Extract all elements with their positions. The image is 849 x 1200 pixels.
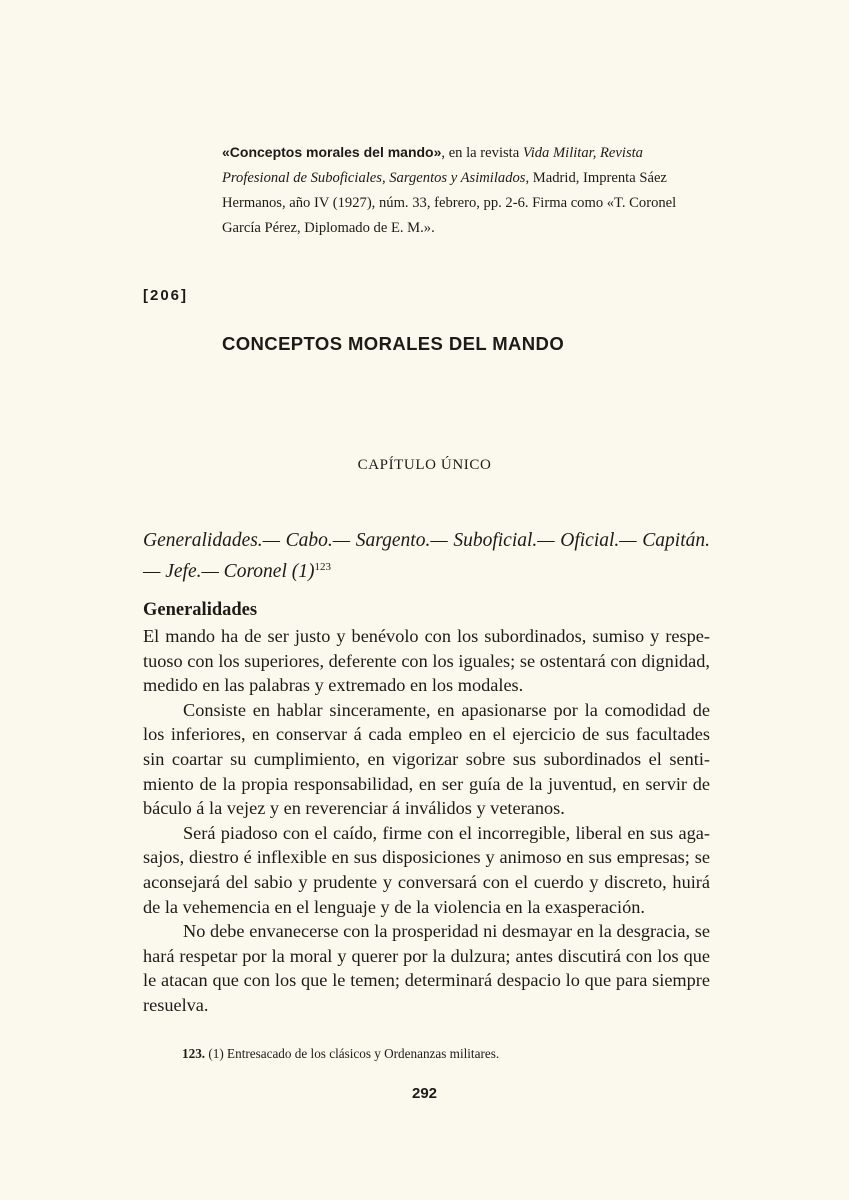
source-journal-name: Vida Militar, Revista Profesional de Suboficiales, Sargentos y Asimilados (222, 145, 643, 186)
footnote-text: (1) Entresacado de los clásicos y Ordenanzas militares. (205, 1046, 500, 1061)
source-text-2: , Madrid, Imprenta Sáez Hermanos, año IV (1927), núm. 33, febrero, pp. 2-6. Firma como «T. Coronel García Pérez, Diplomado de E. M.». (222, 170, 677, 236)
document-title: CONCEPTOS MORALES DEL MANDO (222, 333, 565, 354)
section-heading: Generalidades (143, 600, 258, 620)
paragraph: No debe envanecerse con la prosperidad ni desmayar en la desgracia, se hará respetar por la moral y querer por la dulzura; antes discutirá con los que le atacan que con los que le temen; determinará despacio lo que para siempre resuelva. (143, 921, 710, 1015)
chapter-heading: CAPÍTULO ÚNICO (357, 457, 492, 473)
page-number: 292 (411, 1085, 438, 1102)
source-article-title: «Conceptos morales del mando» (222, 144, 442, 160)
footnote (182, 1046, 499, 1062)
footnote-reference: 123 (314, 561, 331, 573)
paragraph: Será piadoso con el caído, firme con el incorregible, liberal en sus agasajos, diestro é inflexible en sus disposiciones y animoso en sus empresas; se aconsejará del sabio y prudente y conversará con el cuerdo y discreto, huirá de la vehemencia en el lenguaje y de la violencia en la exasperación. (143, 822, 710, 917)
document-number: [206] (143, 287, 189, 304)
chapter-summary (143, 527, 710, 585)
paragraph: El mando ha de ser justo y benévolo con los subordinados, sumiso y respetuoso con los superiores, deferente con los iguales; se ostentará con dignidad, medido en las palabras y extremado en los modales. (143, 626, 710, 696)
source-citation (222, 140, 702, 241)
footnote-number: 123. (182, 1046, 206, 1061)
paragraph: Consiste en hablar sinceramente, en apasionarse por la comodidad de los inferiores, en conservar á cada empleo en el ejercicio de sus facultades sin coartar su cumplimiento, en vigorizar sobre sus subordinados el sentimiento de la propia responsabilidad, en ser guía de la juventud, en servir de báculo á la vejez y en reverenciar á inválidos y veteranos. (143, 699, 710, 819)
source-text-1: , en la revista (441, 145, 523, 161)
body-text (143, 624, 710, 1018)
chapter-summary-text: Generalidades.— Cabo.— Sargento.— Suboficial.— Oficial.— Capitán.— Jefe.— Coronel (1) (143, 530, 710, 582)
